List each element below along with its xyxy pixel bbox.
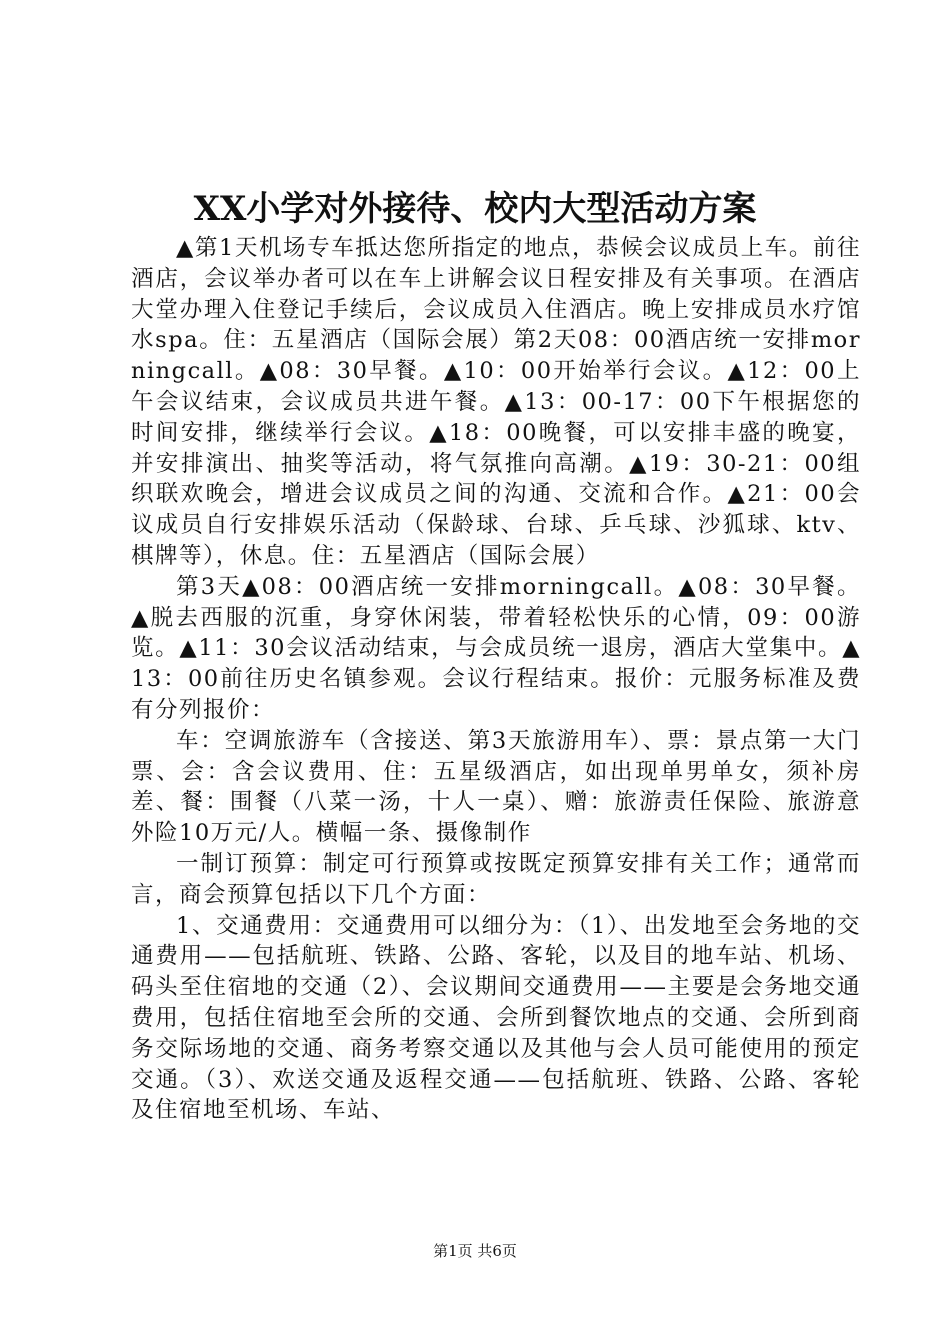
paragraph-transport-costs: 1、交通费用：交通费用可以细分为：（1）、出发地至会务地的交通费用——包括航班、铁路、公路、客轮，以及目的地车站、机场、码头至住宿地的交通（2）、会议期间交通费用——主要是会务地交通费用，包括住宿地至会所的交通、会所到餐饮地点的交通、会所到商务交际场地的交通、商务考察交通以及其他与会人员可能使用的预定交通。（3）、欢送交通及返程交通——包括航班、铁路、公路、客轮及住宿地至机场、车站、 <box>131 912 861 1124</box>
page-number-footer: 第1页 共6页 <box>433 1242 517 1260</box>
paragraph-budget-intro: 一制订预算：制定可行预算或按既定预算安排有关工作；通常而言，商会预算包括以下几个方面： <box>131 850 861 908</box>
document-body <box>131 233 861 1126</box>
document-title: XX小学对外接待、校内大型活动方案 <box>193 189 757 229</box>
paragraph-schedule-day1-day2: ▲第1天机场专车抵达您所指定的地点，恭候会议成员上车。前往酒店，会议举办者可以在车上讲解会议日程安排及有关事项。在酒店大堂办理入住登记手续后，会议成员入住酒店。晚上安排成员水疗馆水spa。住：五星酒店（国际会展）第2天08：00酒店统一安排morningcall。▲08：30早餐。▲10：00开始举行会议。▲12：00上午会议结束，会议成员共进午餐。▲13：00-17：00下午根据您的时间安排，继续举行会议。▲18：00晚餐，可以安排丰盛的晚宴，并安排演出、抽奖等活动，将气氛推向高潮。▲19：30-21：00组织联欢晚会，增进会议成员之间的沟通、交流和合作。▲21：00会议成员自行安排娱乐活动（保龄球、台球、乒乓球、沙狐球、ktv、棋牌等），休息。住：五星酒店（国际会展） <box>131 235 861 569</box>
paragraph-service-standards: 车：空调旅游车（含接送、第3天旅游用车）、票：景点第一大门票、会：含会议费用、住：五星级酒店，如出现单男单女，须补房差、餐：围餐（八菜一汤，十人一桌）、赠：旅游责任保险、旅游意外险10万元/人。横幅一条、摄像制作 <box>131 727 861 847</box>
paragraph-schedule-day3: 第3天▲08：00酒店统一安排morningcall。▲08：30早餐。▲脱去西服的沉重，身穿休闲装，带着轻松快乐的心情，09：00游览。▲11：30会议活动结束，与会成员统一退房，酒店大堂集中。▲13：00前往历史名镇参观。会议行程结束。报价：元服务标准及费有分列报价： <box>131 573 861 723</box>
